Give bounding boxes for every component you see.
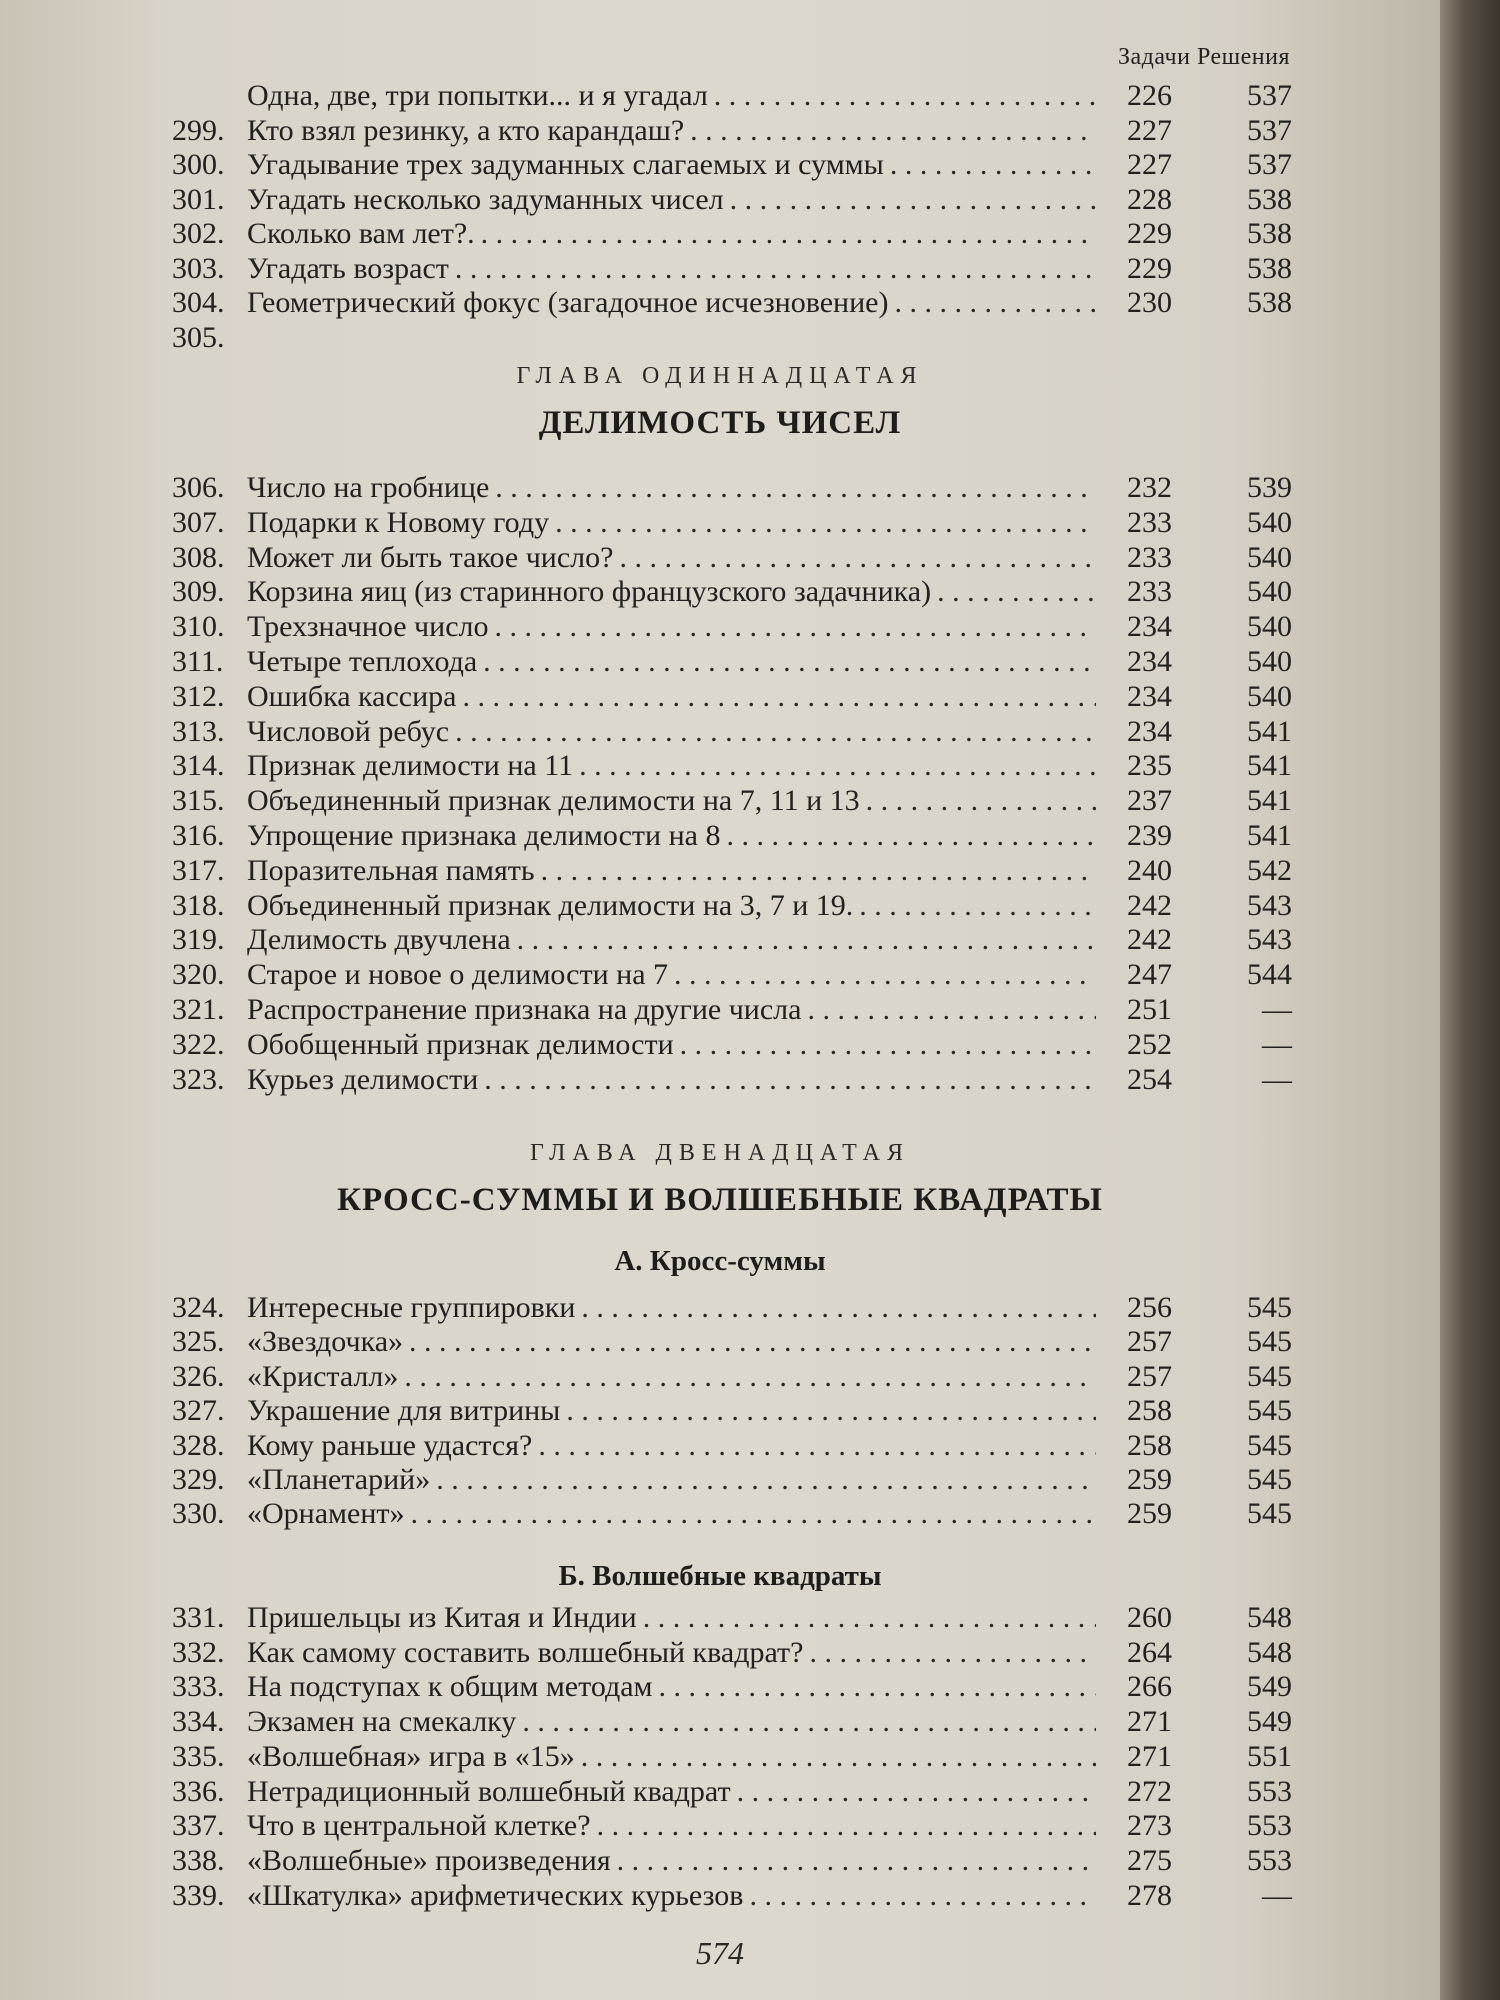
solution-page: 538: [1247, 251, 1292, 285]
problem-page: 227: [1127, 113, 1172, 147]
toc-entry: [172, 574, 1292, 609]
entry-title: Что в центральной клетке?: [247, 1809, 591, 1843]
solution-page: 537: [1247, 79, 1292, 112]
toc-entry: [172, 922, 1292, 957]
toc-entry: [172, 609, 1292, 644]
entry-title: Курьез делимости: [247, 1062, 479, 1096]
dot-leader: [555, 505, 1096, 540]
solution-page: 545: [1247, 1394, 1292, 1428]
chapter-12-title: КРОСС-СУММЫ И ВОЛШЕБНЫЕ КВАДРАТЫ: [337, 1182, 1103, 1218]
toc-entry: [172, 1808, 1292, 1843]
entry-number: 318.: [172, 888, 225, 922]
section-a-title: А. Кросс-суммы: [614, 1245, 826, 1277]
problem-page: 233: [1127, 540, 1172, 574]
entry-title: Признак делимости на 11: [247, 749, 574, 783]
dot-leader: [680, 1027, 1096, 1062]
dot-leader: [714, 78, 1096, 113]
dot-leader: [894, 285, 1096, 320]
entry-title: Делимость двучлена: [247, 923, 511, 957]
problem-page: 264: [1127, 1635, 1172, 1669]
entry-title: Объединенный признак делимости на 3, 7 и 19.: [247, 888, 854, 922]
problem-page: 258: [1127, 1428, 1172, 1462]
entry-number: 326.: [172, 1359, 225, 1393]
toc-entry: [172, 1635, 1292, 1670]
entry-number: 317.: [172, 853, 225, 887]
dot-leader: [749, 1878, 1096, 1913]
problem-page: 273: [1127, 1809, 1172, 1843]
entry-number: 323.: [172, 1062, 225, 1096]
solution-page: 540: [1247, 610, 1292, 644]
entry-number: 302.: [172, 217, 225, 250]
toc-entry: [172, 644, 1292, 679]
dot-leader: [730, 182, 1096, 217]
problem-page: 240: [1127, 853, 1172, 887]
solution-page: 540: [1247, 575, 1292, 609]
toc-entry: [172, 748, 1292, 783]
dot-leader: [436, 1462, 1096, 1497]
problem-page: 229: [1127, 251, 1172, 285]
problem-page: 239: [1127, 819, 1172, 852]
entry-title: Украшение для витрины: [247, 1394, 561, 1428]
chapter-11-label: ГЛАВА ОДИННАДЦАТАЯ: [516, 363, 924, 389]
entry-number: 331.: [172, 1601, 225, 1634]
entry-title: Нетрадиционный волшебный квадрат: [247, 1774, 731, 1808]
solution-page: 545: [1247, 1497, 1292, 1531]
solution-page: 537: [1247, 113, 1292, 147]
problem-page: 242: [1127, 888, 1172, 922]
entry-number: 339.: [172, 1878, 225, 1912]
problem-page: 227: [1127, 148, 1172, 181]
solution-page: 542: [1247, 853, 1292, 887]
entry-title: Подарки к Новому году: [247, 505, 550, 539]
entry-title: Угадать возраст: [247, 251, 449, 285]
problem-page: 259: [1127, 1497, 1172, 1531]
dot-leader: [807, 992, 1096, 1027]
solution-page: 549: [1247, 1705, 1292, 1739]
problem-page: 259: [1127, 1463, 1172, 1496]
entry-number: 338.: [172, 1843, 225, 1877]
solution-page: 545: [1247, 1463, 1292, 1496]
solution-page: —: [1262, 1027, 1292, 1061]
entry-number: 305.: [172, 320, 225, 354]
toc-entry: [172, 714, 1292, 749]
problem-page: 247: [1127, 958, 1172, 992]
entry-title: Сколько вам лет?.: [247, 217, 475, 250]
dot-leader: [597, 1808, 1096, 1843]
dot-leader: [619, 540, 1096, 575]
toc-entry: [172, 505, 1292, 540]
entry-title: Объединенный признак делимости на 7, 11 и 13: [247, 784, 860, 818]
problem-page: 252: [1127, 1027, 1172, 1061]
entry-number: 300.: [172, 148, 225, 181]
dot-leader: [404, 1359, 1096, 1394]
entry-title: Может ли быть такое число?: [247, 540, 614, 574]
solution-page: 538: [1247, 217, 1292, 250]
dot-leader: [522, 1704, 1096, 1739]
toc-entry: [172, 957, 1292, 992]
problem-page: 254: [1127, 1062, 1172, 1096]
entry-number: 324.: [172, 1291, 225, 1324]
entry-title: «Орнамент»: [247, 1497, 405, 1531]
dot-leader: [659, 1669, 1096, 1704]
toc-entry: [172, 1062, 1292, 1097]
problem-page: 230: [1127, 286, 1172, 319]
dot-leader: [483, 644, 1096, 679]
toc-entry: [172, 1669, 1292, 1704]
entry-number: 310.: [172, 610, 225, 644]
entry-title: Обобщенный признак делимости: [247, 1027, 674, 1061]
problem-page: 278: [1127, 1878, 1172, 1912]
dot-leader: [890, 147, 1096, 182]
entry-number: 332.: [172, 1635, 225, 1669]
dot-leader: [541, 853, 1096, 888]
toc-entry: [172, 783, 1292, 818]
toc-entry: [172, 888, 1292, 923]
page-number: 574: [696, 1935, 744, 1971]
entry-title: Упрощение признака делимости на 8: [247, 819, 721, 852]
dot-leader: [495, 470, 1096, 505]
entry-number: 333.: [172, 1670, 225, 1704]
entry-number: 335.: [172, 1739, 225, 1773]
problem-page: 233: [1127, 575, 1172, 609]
dot-leader: [581, 1739, 1096, 1774]
dot-leader: [674, 957, 1096, 992]
entry-title: Четыре теплохода: [247, 645, 478, 678]
entry-title: «Волшебная» игра в «15»: [247, 1739, 575, 1773]
solution-page: 540: [1247, 540, 1292, 574]
entry-title: Угадать несколько задуманных чисел: [247, 182, 724, 216]
problem-page: 228: [1127, 182, 1172, 216]
solution-page: 544: [1247, 958, 1292, 992]
solution-page: —: [1262, 1878, 1292, 1912]
entry-number: 303.: [172, 251, 225, 285]
problem-page: 266: [1127, 1670, 1172, 1704]
chapter-12-label: ГЛАВА ДВЕНАДЦАТАЯ: [530, 1140, 910, 1166]
dot-leader: [859, 888, 1096, 923]
toc-entry: [172, 1600, 1292, 1635]
entry-number: 301.: [172, 182, 225, 216]
solution-page: 545: [1247, 1359, 1292, 1393]
problem-page: 234: [1127, 714, 1172, 748]
toc-entry: [172, 1290, 1292, 1325]
entry-title: На подступах к общим методам: [247, 1670, 653, 1704]
solution-page: 543: [1247, 923, 1292, 957]
toc-entry: [172, 1462, 1292, 1497]
dot-leader: [726, 818, 1096, 853]
entry-number: 304.: [172, 286, 225, 319]
dot-leader: [581, 1290, 1096, 1325]
entry-title: Угадывание трех задуманных слагаемых и суммы: [247, 148, 884, 181]
dot-leader: [643, 1600, 1096, 1635]
problem-page: 233: [1127, 505, 1172, 539]
entry-title: Числовой ребус: [247, 714, 450, 748]
toc-entry: [172, 1027, 1292, 1062]
dot-leader: [517, 922, 1096, 957]
dot-leader: [481, 216, 1096, 251]
solution-page: 545: [1247, 1428, 1292, 1462]
problem-page: 232: [1127, 471, 1172, 504]
entry-title: «Планетарий»: [247, 1463, 431, 1496]
chapter-11-title: ДЕЛИМОСТЬ ЧИСЕЛ: [538, 405, 902, 441]
solution-page: 538: [1247, 182, 1292, 216]
entry-number: 322.: [172, 1027, 225, 1061]
solution-page: 548: [1247, 1601, 1292, 1634]
entry-number: 328.: [172, 1428, 225, 1462]
toc-entry: [172, 679, 1292, 714]
solution-page: 541: [1247, 749, 1292, 783]
solution-page: 539: [1247, 471, 1292, 504]
dot-leader: [484, 1062, 1096, 1097]
dot-leader: [937, 574, 1096, 609]
problem-page: 234: [1127, 679, 1172, 713]
toc-entry: [172, 1739, 1292, 1774]
entry-number: 329.: [172, 1463, 225, 1496]
problem-page: 257: [1127, 1325, 1172, 1359]
entry-title: «Кристалл»: [247, 1359, 399, 1393]
dot-leader: [737, 1774, 1096, 1809]
section-b-title: Б. Волшебные квадраты: [558, 1560, 882, 1592]
entry-number: 337.: [172, 1809, 225, 1843]
solution-page: 541: [1247, 714, 1292, 748]
solution-page: 537: [1247, 148, 1292, 181]
dot-leader: [409, 1324, 1096, 1359]
entry-number: 330.: [172, 1497, 225, 1531]
toc-entry: [172, 540, 1292, 575]
solution-page: 553: [1247, 1843, 1292, 1877]
entry-number: 306.: [172, 471, 225, 504]
solution-page: 553: [1247, 1809, 1292, 1843]
solution-page: 545: [1247, 1325, 1292, 1359]
entry-title: Кому раньше удастся?: [247, 1428, 533, 1462]
problem-page: 251: [1127, 993, 1172, 1026]
entry-number: 312.: [172, 679, 225, 713]
entry-title: Корзина яиц (из старинного французского задачника): [247, 575, 932, 609]
toc-entry: [172, 147, 1292, 182]
entry-number: 321.: [172, 993, 225, 1026]
problem-page: 257: [1127, 1359, 1172, 1393]
toc-entry: [172, 182, 1292, 217]
entry-number: 320.: [172, 958, 225, 992]
toc-entry: [172, 1428, 1292, 1463]
problem-page: 235: [1127, 749, 1172, 783]
problem-page: 234: [1127, 610, 1172, 644]
solution-page: —: [1262, 993, 1292, 1026]
entry-number: 314.: [172, 749, 225, 783]
entry-title: Старое и новое о делимости на 7: [247, 958, 669, 992]
toc-entry: [172, 1496, 1292, 1531]
problem-page: 258: [1127, 1394, 1172, 1428]
solution-page: 541: [1247, 819, 1292, 852]
toc-entry: [172, 1774, 1292, 1809]
entry-title: Экзамен на смекалку: [247, 1705, 517, 1739]
dot-leader: [566, 1393, 1096, 1428]
entry-number: 327.: [172, 1394, 225, 1428]
columns-header: Задачи Решения: [1117, 44, 1290, 70]
toc-entry: [172, 78, 1292, 113]
entry-title: Пришельцы из Китая и Индии: [247, 1601, 637, 1634]
entry-number: 319.: [172, 923, 225, 957]
toc-entry: [172, 320, 1292, 355]
solution-page: 538: [1247, 286, 1292, 319]
toc-entry: [172, 285, 1292, 320]
dot-leader: [617, 1843, 1096, 1878]
solution-page: —: [1262, 1062, 1292, 1096]
problem-page: 242: [1127, 923, 1172, 957]
dot-leader: [690, 113, 1096, 148]
toc-entry: [172, 470, 1292, 505]
solution-page: 541: [1247, 784, 1292, 818]
problem-page: 271: [1127, 1705, 1172, 1739]
entry-title: «Звездочка»: [247, 1325, 404, 1359]
page-edge-shadow: [1440, 0, 1500, 2000]
entry-title: Как самому составить волшебный квадрат?: [247, 1635, 804, 1669]
solution-page: 551: [1247, 1739, 1292, 1773]
entry-number: 325.: [172, 1325, 225, 1359]
entry-title: Одна, две, три попытки... и я угадал: [247, 79, 708, 112]
toc-entry: [172, 1704, 1292, 1739]
solution-page: 540: [1247, 679, 1292, 713]
toc-entry: [172, 1393, 1292, 1428]
entry-number: 313.: [172, 714, 225, 748]
toc-entry: [172, 1878, 1292, 1913]
entry-title: Поразительная память: [247, 853, 535, 887]
entry-title: Ошибка кассира: [247, 679, 457, 713]
dot-leader: [455, 714, 1096, 749]
dot-leader: [462, 679, 1096, 714]
solution-page: 545: [1247, 1291, 1292, 1324]
dot-leader: [809, 1635, 1096, 1670]
dot-leader: [579, 748, 1096, 783]
entry-number: 307.: [172, 505, 225, 539]
problem-page: 256: [1127, 1291, 1172, 1324]
entry-number: 299.: [172, 113, 225, 147]
entry-title: Интересные группировки: [247, 1291, 576, 1324]
toc-entry: [172, 113, 1292, 148]
toc-entry: [172, 992, 1292, 1027]
toc-entry: [172, 1359, 1292, 1394]
toc-entry: [172, 818, 1292, 853]
problem-page: 237: [1127, 784, 1172, 818]
toc-entry: [172, 251, 1292, 286]
problem-page: 234: [1127, 645, 1172, 678]
solution-page: 540: [1247, 645, 1292, 678]
problem-page: 226: [1127, 79, 1172, 112]
problem-page: 275: [1127, 1843, 1172, 1877]
solution-page: 553: [1247, 1774, 1292, 1808]
toc-entry: [172, 216, 1292, 251]
problem-page: 272: [1127, 1774, 1172, 1808]
problem-page: 260: [1127, 1601, 1172, 1634]
dot-leader: [411, 1496, 1097, 1531]
entry-number: 316.: [172, 819, 225, 852]
dot-leader: [866, 783, 1096, 818]
toc-entry: [172, 1843, 1292, 1878]
entry-number: 336.: [172, 1774, 225, 1808]
entry-number: 308.: [172, 540, 225, 574]
entry-number: 334.: [172, 1705, 225, 1739]
entry-title: Геометрический фокус (загадочное исчезновение): [247, 286, 889, 319]
toc-entry: [172, 1324, 1292, 1359]
entry-title: Число на гробнице: [247, 471, 490, 504]
toc-entry: [172, 853, 1292, 888]
solution-page: 543: [1247, 888, 1292, 922]
dot-leader: [494, 609, 1096, 644]
problem-page: 271: [1127, 1739, 1172, 1773]
dot-leader: [538, 1428, 1096, 1463]
entry-number: 309.: [172, 575, 225, 609]
solution-page: 549: [1247, 1670, 1292, 1704]
entry-title: «Шкатулка» арифметических курьезов: [247, 1878, 744, 1912]
solution-page: 540: [1247, 505, 1292, 539]
entry-title: Кто взял резинку, а кто карандаш?: [247, 113, 685, 147]
entry-number: 315.: [172, 784, 225, 818]
problem-page: 229: [1127, 217, 1172, 250]
dot-leader: [455, 251, 1096, 286]
solution-page: 548: [1247, 1635, 1292, 1669]
entry-title: Распространение признака на другие числа: [247, 993, 802, 1026]
entry-title: Трехзначное число: [247, 610, 489, 644]
entry-number: 311.: [172, 645, 224, 678]
entry-title: «Волшебные» произведения: [247, 1843, 611, 1877]
